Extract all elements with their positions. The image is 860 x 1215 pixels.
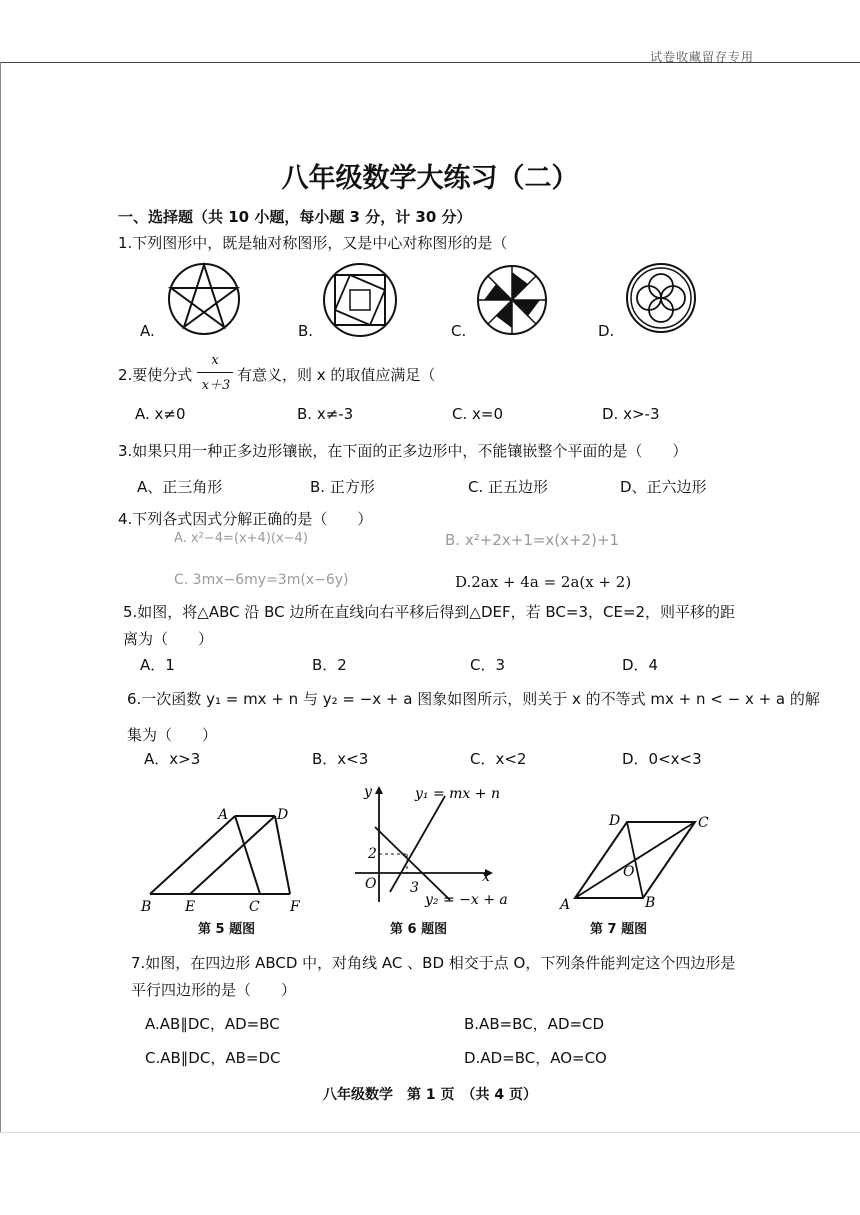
q2-option-d: D. x>-3 (602, 405, 660, 423)
page-title: 八年级数学大练习（二） (281, 163, 579, 194)
fig7-label-d: D (609, 813, 621, 829)
q7-option-b: B.AB=BC，AD=CD (464, 1015, 605, 1033)
question-4-stem: 4.下列各式因式分解正确的是（ ） (118, 510, 373, 528)
question-2-stem-post: 有意义，则 x 的取值应满足（ (237, 366, 436, 384)
q6-option-d: D．0<x<3 (622, 750, 702, 768)
q7-option-d: D.AD=BC，AO=CO (464, 1049, 607, 1067)
figure-7-caption: 第 7 题图 (590, 922, 648, 937)
question-5-stem-line2: 离为（ ） (123, 630, 214, 648)
q6-option-b: B．x<3 (312, 750, 369, 768)
fig6-label-origin: O (365, 876, 377, 892)
figure-6-caption: 第 6 题图 (390, 922, 448, 937)
q4-option-a: A. x²−4=(x+4)(x−4) (174, 531, 308, 546)
q1-figure-d-circles (625, 262, 697, 334)
fig7-label-c: C (698, 815, 709, 831)
fig6-label-y2: y₂ = −x + a (425, 892, 508, 908)
q1-figure-c-pinwheel-circle (476, 264, 548, 336)
fig6-label-two: 2 (368, 846, 377, 862)
q3-option-a: A、正三角形 (137, 478, 223, 496)
fig5-label-d: D (277, 807, 289, 823)
fig5-label-c: C (249, 899, 260, 915)
q1-figure-b-squares-circle (322, 262, 398, 338)
q4-option-b: B. x²+2x+1=x(x+2)+1 (445, 531, 620, 549)
q4-option-c: C. 3mx−6my=3m(x−6y) (174, 572, 349, 588)
q4-option-d: D.2ax + 4a = 2a(x + 2) (455, 573, 632, 591)
q2-option-c: C. x=0 (452, 405, 503, 423)
figure-5-caption: 第 5 题图 (198, 922, 256, 937)
q1-option-d: D. (598, 322, 615, 340)
q2-fraction-numerator: x (211, 353, 219, 368)
q6-option-c: C．x<2 (470, 750, 527, 768)
question-1-stem: 1.下列图形中，既是轴对称图形，又是中心对称图形的是（ (118, 234, 508, 252)
question-5-stem-line1: 5.如图，将△ABC 沿 BC 边所在直线向右平移后得到△DEF，若 BC=3，CE=2，则平移的距 (123, 603, 736, 621)
q3-option-c: C. 正五边形 (468, 478, 549, 496)
q5-option-c: C．3 (470, 656, 506, 674)
q2-fraction-denominator: x＋3 (201, 378, 231, 393)
page-footer: 八年级数学 第 1 页 （共 4 页） (323, 1087, 537, 1103)
fig7-label-b: B (645, 895, 656, 911)
question-7-stem-line1: 7.如图，在四边形 ABCD 中，对角线 AC 、BD 相交于点 O，下列条件能判定这个四边形是 (131, 954, 736, 972)
figure-5-translation (135, 800, 315, 920)
fig5-label-f: F (290, 899, 300, 915)
q3-option-d: D、正六边形 (620, 478, 707, 496)
q1-option-a: A. (140, 322, 155, 340)
page-bottom-edge (0, 1132, 860, 1133)
fig7-label-a: A (560, 897, 571, 913)
question-6-stem-line2: 集为（ ） (127, 726, 218, 744)
q5-option-d: D．4 (622, 656, 659, 674)
fig6-label-y-axis: y (364, 784, 372, 800)
q1-figure-a-star-circle (167, 262, 241, 336)
figure-6-linear-functions (345, 782, 515, 917)
q7-option-a: A.AB∥DC，AD=BC (145, 1015, 280, 1033)
question-2-stem-pre: 2.要使分式 (118, 366, 193, 384)
header-stamp-text: 试卷收藏留存专用 (650, 50, 755, 64)
q2-option-a: A. x≠0 (135, 405, 186, 423)
fig5-label-a: A (218, 807, 229, 823)
section-heading: 一、选择题（共 10 小题，每小题 3 分，计 30 分） (118, 208, 472, 226)
fig6-label-three: 3 (410, 880, 419, 896)
q6-option-a: A．x>3 (144, 750, 201, 768)
q2-option-b: B. x≠-3 (297, 405, 354, 423)
figure-7-quadrilateral (555, 806, 725, 916)
q2-fraction-bar (197, 372, 233, 373)
q5-option-a: A．1 (140, 656, 175, 674)
q1-option-b: B. (298, 322, 314, 340)
fig7-label-o: O (623, 864, 635, 880)
fig5-label-e: E (185, 899, 196, 915)
question-7-stem-line2: 平行四边形的是（ ） (131, 981, 297, 999)
q3-option-b: B. 正方形 (310, 478, 375, 496)
fig6-label-x-axis: x (482, 869, 490, 885)
fig6-label-y1: y₁ = mx + n (415, 786, 500, 802)
q5-option-b: B．2 (312, 656, 347, 674)
q1-option-c: C. (451, 322, 467, 340)
page-left-edge (0, 62, 1, 1132)
question-6-stem-line1: 6.一次函数 y₁ = mx + n 与 y₂ = −x + a 图象如图所示，则关于 x 的不等式 mx + n < − x + a 的解 (127, 690, 820, 708)
q7-option-c: C.AB∥DC，AB=DC (145, 1049, 281, 1067)
question-3-stem: 3.如果只用一种正多边形镶嵌，在下面的正多边形中，不能镶嵌整个平面的是（ ） (118, 442, 688, 460)
fig5-label-b: B (141, 899, 152, 915)
